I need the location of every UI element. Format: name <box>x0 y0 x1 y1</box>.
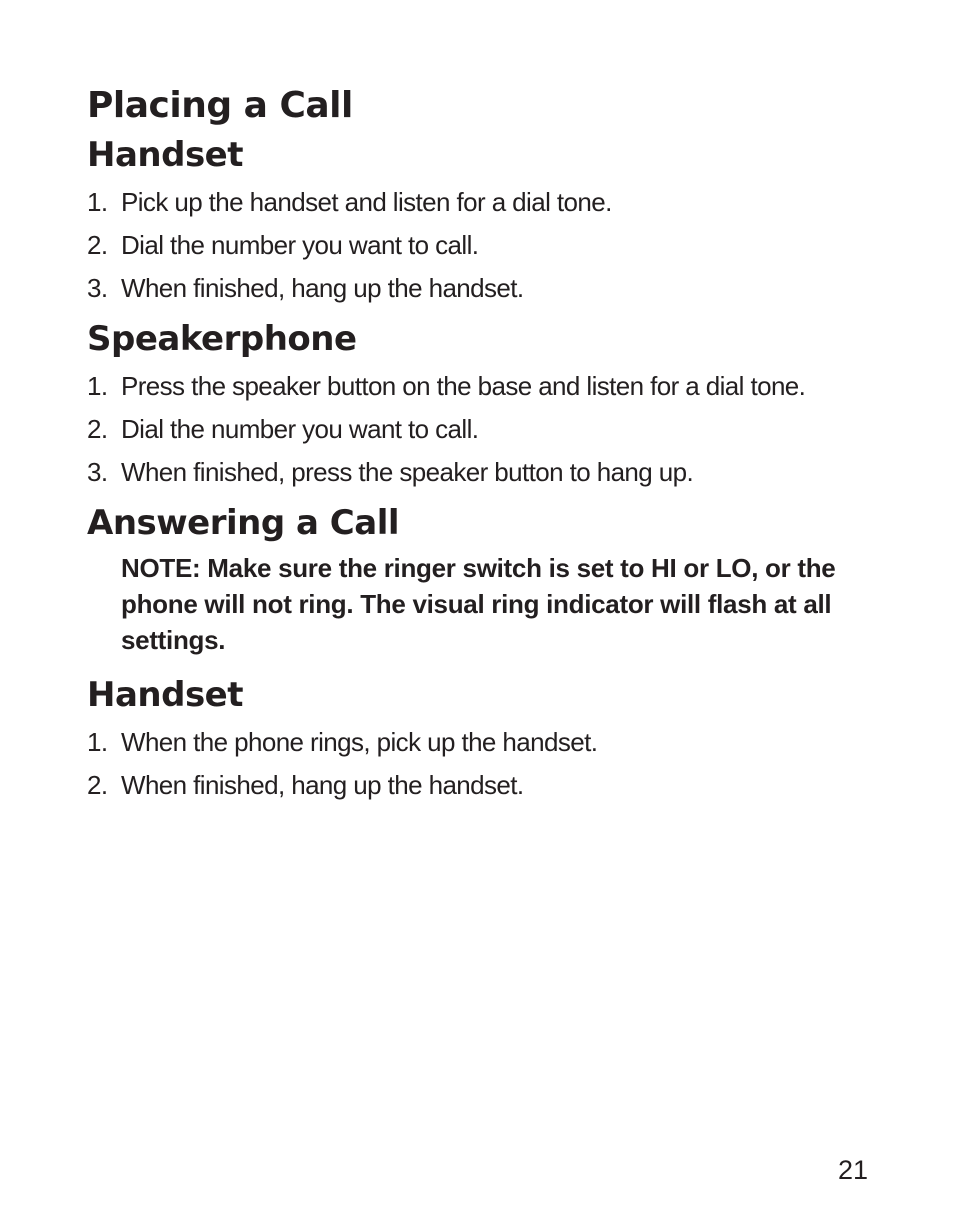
list-item: 1. Press the speaker button on the base and listen for a dial tone. <box>87 371 806 401</box>
section-heading-handset: Handset <box>87 135 243 175</box>
section-handset-placing <box>87 132 877 306</box>
list-item: 1. When the phone rings, pick up the handset. <box>87 727 598 757</box>
ringer-note: NOTE: Make sure the ringer switch is set to HI or LO, or the phone will not ring. The visual ring indicator will flash at all settings. <box>121 553 836 655</box>
page-title: Placing a Call <box>87 85 353 126</box>
section-answering <box>87 500 877 658</box>
section-heading-speakerphone: Speakerphone <box>87 319 357 359</box>
steps-list <box>87 184 877 306</box>
list-item: 2. Dial the number you want to call. <box>87 414 479 444</box>
steps-list <box>87 368 877 490</box>
section-handset-answering <box>87 672 877 803</box>
steps-list <box>87 724 877 803</box>
section-heading-handset: Handset <box>87 675 243 715</box>
list-item: 3. When finished, hang up the handset. <box>87 273 524 303</box>
list-item: 2. Dial the number you want to call. <box>87 230 479 260</box>
manual-page <box>87 82 877 810</box>
list-item: 2. When finished, hang up the handset. <box>87 770 524 800</box>
list-item: 3. When finished, press the speaker button to hang up. <box>87 457 694 487</box>
list-item: 1. Pick up the handset and listen for a dial tone. <box>87 187 612 217</box>
section-heading-answering: Answering a Call <box>87 503 400 543</box>
section-speakerphone <box>87 316 877 490</box>
page-number: 21 <box>837 1155 868 1185</box>
